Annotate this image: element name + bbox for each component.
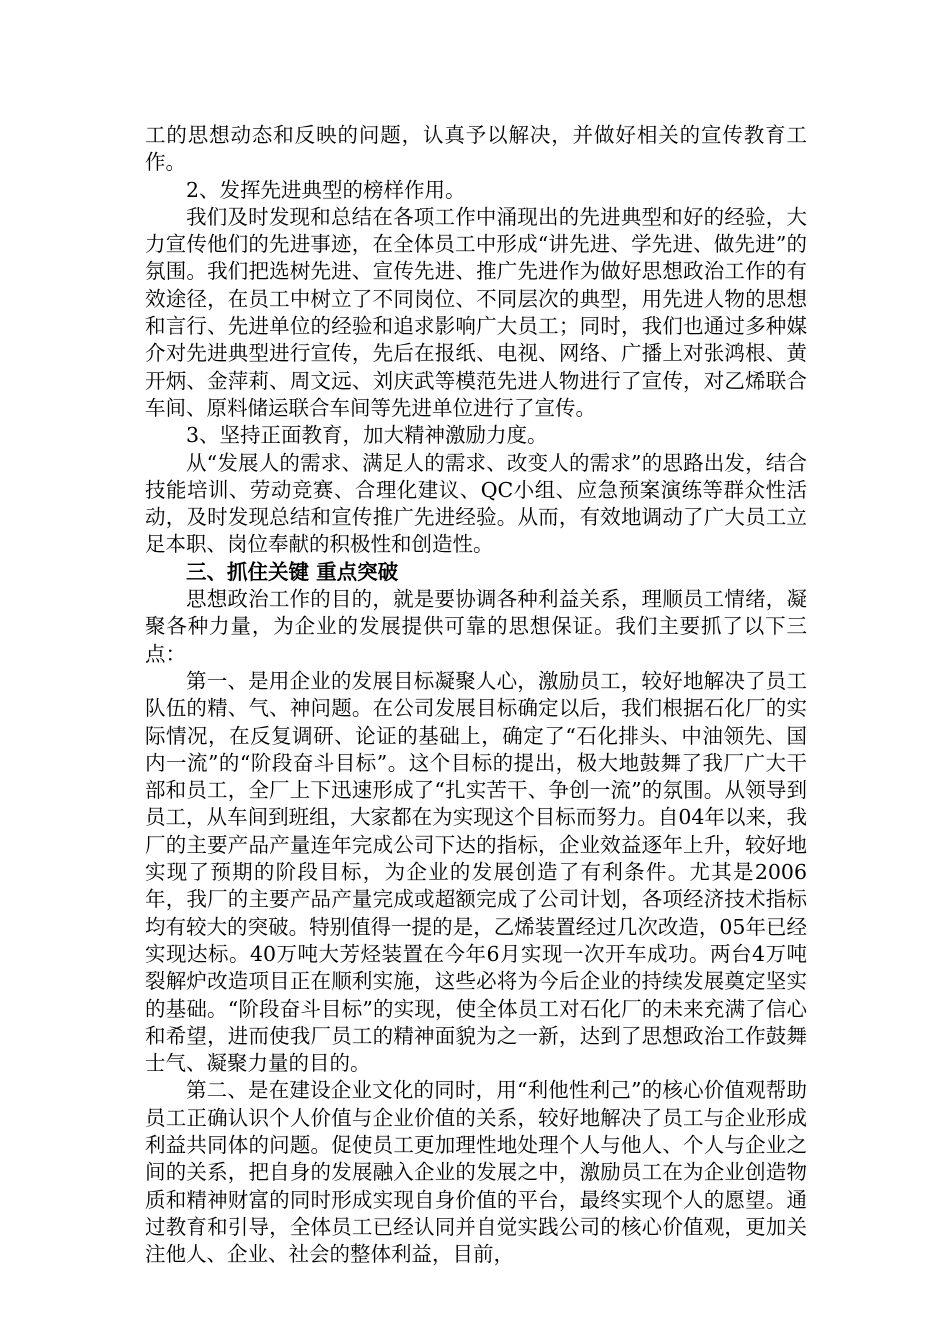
paragraph-point-one: 第一、是用企业的发展目标凝聚人心，激励员工，较好地解决了员工队伍的精、气、神问题。在公司发展目标确定以后，我们根据石化厂的实际情况，在反复调研、论证的基础上，确定了“石化排头、中油领先、国内一流”的“阶段奋斗目标”。这个目标的提出，极大地鼓舞了我厂广大干部和员工，全厂上下迅速形成了“扎实苦干、争创一流”的氛围。从领导到员工，从车间到班组，大家都在为实现这个目标而努力。自04年以来，我厂的主要产品产量连年完成公司下达的指标，企业效益逐年上升，较好地实现了预期的阶段目标，为企业的发展创造了有利条件。尤其是2006年，我厂的主要产品产量完成或超额完成了公司计划，各项经济技术指标均有较大的突破。特别值得一提的是，乙烯装置经过几次改造，05年已经实现达标。40万吨大芳烃装置在今年6月实现一次开车成功。两台4万吨裂解炉改造项目正在顺利实施，这些必将为今后企业的持续发展奠定坚实的基础。“阶段奋斗目标”的实现，使全体员工对石化厂的未来充满了信心和希望，进而使我厂员工的精神面貌为之一新，达到了思想政治工作鼓舞士气、凝聚力量的目的。: [145, 668, 807, 1076]
paragraph-purpose: 思想政治工作的目的，就是要协调各种利益关系，理顺员工情绪，凝聚各种力量，为企业的发展提供可靠的思想保证。我们主要抓了以下三点：: [145, 587, 807, 666]
section-heading-3: 三、抓住关键 重点突破: [186, 559, 399, 584]
paragraph-point-two: 第二、是在建设企业文化的同时，用“利他性利己”的核心价值观帮助员工正确认识个人价值与企业价值的关系，较好地解决了员工与企业形成利益共同体的问题。促使员工更加理性地处理个人与他人、个人与企业之间的关系，把自身的发展融入企业的发展之中，激励员工在为企业创造物质和精神财富的同时形成实现自身价值的平台，最终实现个人的愿望。通过教育和引导，全体员工已经认同并自觉实践公司的核心价值观，更加关注他人、企业、社会的整体利益，目前，: [145, 1078, 807, 1267]
paragraph-advanced-examples: 我们及时发现和总结在各项工作中涌现出的先进典型和好的经验，大力宣传他们的先进事迹，在全体员工中形成“讲先进、学先进、做先进”的氛围。我们把选树先进、宣传先进、推广先进作为做好思想政治工作的有效途径，在员工中树立了不同岗位、不同层次的典型，用先进人物的思想和言行、先进单位的经验和追求影响广大员工；同时，我们也通过多种媒介对先进典型进行宣传，先后在报纸、电视、网络、广播上对张鸿根、黄开炳、金萍莉、周文远、刘庆武等模范先进人物进行了宣传，对乙烯联合车间、原料储运联合车间等先进单位进行了宣传。: [145, 204, 807, 420]
paragraph-continuation: 工的思想动态和反映的问题，认真予以解决，并做好相关的宣传教育工作。: [145, 123, 807, 175]
list-item-2-heading: 2、发挥先进典型的榜样作用。: [186, 177, 466, 202]
paragraph-positive-education: 从“发展人的需求、满足人的需求、改变人的需求”的思路出发，结合技能培训、劳动竞赛、合理化建议、QC小组、应急预案演练等群众性活动，及时发现总结和宣传推广先进经验。从而，有效地调动了广大员工立足本职、岗位奉献的积极性和创造性。: [145, 450, 807, 557]
document-body: [145, 122, 807, 1268]
list-item-3-heading: 3、坚持正面教育，加大精神激励力度。: [186, 423, 548, 448]
